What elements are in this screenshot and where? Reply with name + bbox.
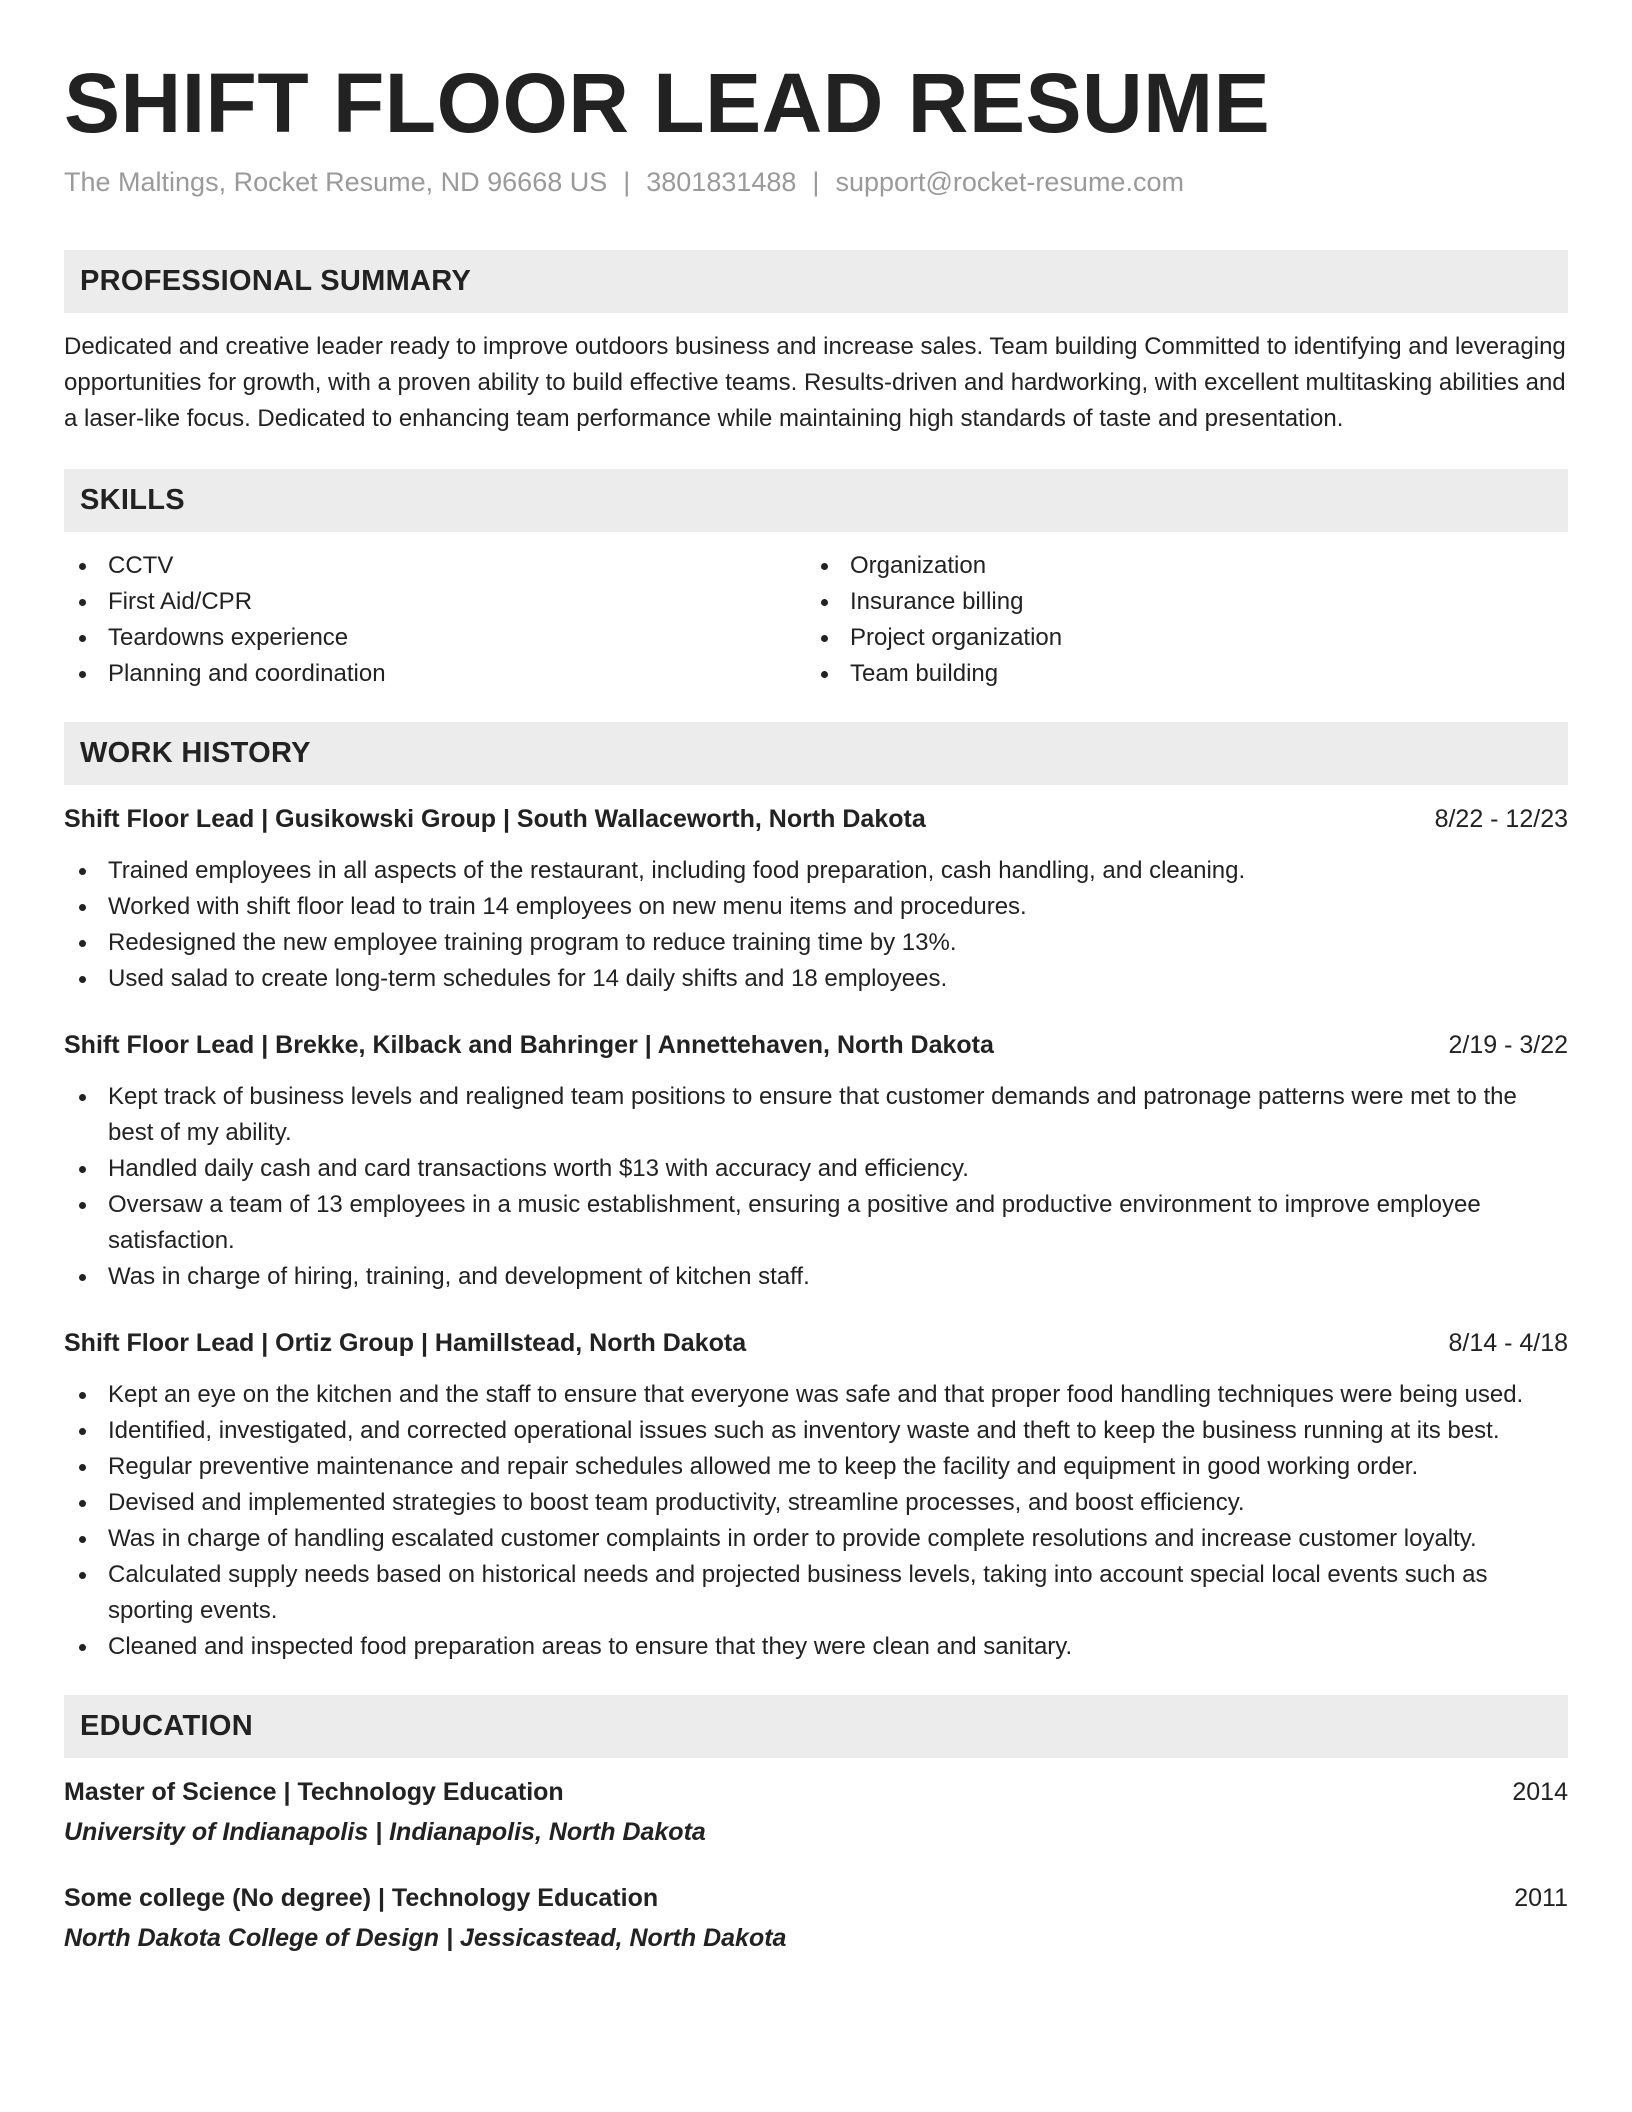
job-entry bbox=[64, 1027, 1568, 1295]
job-entry bbox=[64, 1325, 1568, 1665]
contact-separator: | bbox=[812, 167, 820, 197]
job-bullets bbox=[64, 853, 1568, 997]
job-bullet: Handled daily cash and card transactions worth $13 with accuracy and efficiency. bbox=[64, 1151, 1568, 1187]
job-bullet: Trained employees in all aspects of the restaurant, including food preparation, cash handling, and cleaning. bbox=[64, 853, 1568, 889]
job-bullet: Used salad to create long-term schedules for 14 daily shifts and 18 employees. bbox=[64, 961, 1568, 997]
skills-column-left bbox=[64, 548, 806, 692]
skill-item: Teardowns experience bbox=[64, 620, 806, 656]
job-bullet: Oversaw a team of 13 employees in a music establishment, ensuring a positive and productive environment to improve employee satisfaction. bbox=[64, 1187, 1568, 1259]
job-entry bbox=[64, 801, 1568, 997]
job-bullets bbox=[64, 1079, 1568, 1295]
contact-email: support@rocket-resume.com bbox=[835, 167, 1184, 197]
contact-line bbox=[64, 164, 1568, 200]
education-entry bbox=[64, 1774, 1568, 1850]
summary-text: Dedicated and creative leader ready to improve outdoors business and increase sales. Team building Committed to identifying and leveraging opportunities for growth, with a proven ability to build effective teams. Results-driven and hardworking, with excellent multitasking abilities and a laser-like focus. Dedicated to enhancing team performance while maintaining high standards of taste and presentation. bbox=[64, 333, 1566, 432]
section-header-summary: PROFESSIONAL SUMMARY bbox=[64, 250, 1568, 313]
education-year: 2011 bbox=[1514, 1884, 1568, 1912]
education-school: North Dakota College of Design | Jessicastead, North Dakota bbox=[64, 1924, 787, 1952]
job-header bbox=[64, 1325, 1568, 1361]
skill-item: First Aid/CPR bbox=[64, 584, 806, 620]
education-year: 2014 bbox=[1512, 1778, 1568, 1806]
job-bullet: Kept track of business levels and realigned team positions to ensure that customer demands and patronage patterns were met to the best of my ability. bbox=[64, 1079, 1568, 1151]
job-dates: 8/22 - 12/23 bbox=[1434, 805, 1568, 833]
contact-separator: | bbox=[623, 167, 631, 197]
section-header-education: EDUCATION bbox=[64, 1695, 1568, 1758]
job-bullet: Worked with shift floor lead to train 14 employees on new menu items and procedures. bbox=[64, 889, 1568, 925]
job-dates: 8/14 - 4/18 bbox=[1448, 1329, 1568, 1357]
skills-grid bbox=[64, 548, 1568, 692]
skill-item: Planning and coordination bbox=[64, 656, 806, 692]
resume-page bbox=[64, 50, 1568, 1956]
job-bullet: Regular preventive maintenance and repair schedules allowed me to keep the facility and equipment in good working order. bbox=[64, 1449, 1568, 1485]
education-header bbox=[64, 1880, 1568, 1916]
section-header-skills: SKILLS bbox=[64, 469, 1568, 532]
contact-address: The Maltings, Rocket Resume, ND 96668 US bbox=[64, 167, 608, 197]
job-bullet: Redesigned the new employee training program to reduce training time by 13%. bbox=[64, 925, 1568, 961]
skill-item: Project organization bbox=[806, 620, 1548, 656]
job-bullet: Cleaned and inspected food preparation areas to ensure that they were clean and sanitary. bbox=[64, 1629, 1568, 1665]
skill-item: CCTV bbox=[64, 548, 806, 584]
education-entry bbox=[64, 1880, 1568, 1956]
skills-column-right bbox=[806, 548, 1548, 692]
job-title: Shift Floor Lead | Gusikowski Group | South Wallaceworth, North Dakota bbox=[64, 805, 926, 833]
education-degree: Master of Science | Technology Education bbox=[64, 1778, 564, 1806]
skill-item: Insurance billing bbox=[806, 584, 1548, 620]
education-degree: Some college (No degree) | Technology Education bbox=[64, 1884, 659, 1912]
contact-phone: 3801831488 bbox=[646, 167, 797, 197]
job-dates: 2/19 - 3/22 bbox=[1448, 1031, 1568, 1059]
resume-title: SHIFT FLOOR LEAD RESUME bbox=[64, 56, 1271, 150]
job-bullet: Identified, investigated, and corrected operational issues such as inventory waste and theft to keep the business running at its best. bbox=[64, 1413, 1568, 1449]
section-header-work-history: WORK HISTORY bbox=[64, 722, 1568, 785]
job-bullet: Was in charge of hiring, training, and development of kitchen staff. bbox=[64, 1259, 1568, 1295]
job-bullet: Was in charge of handling escalated customer complaints in order to provide complete resolutions and increase customer loyalty. bbox=[64, 1521, 1568, 1557]
job-bullets bbox=[64, 1377, 1568, 1665]
skill-item: Organization bbox=[806, 548, 1548, 584]
job-header bbox=[64, 801, 1568, 837]
job-header bbox=[64, 1027, 1568, 1063]
education-header bbox=[64, 1774, 1568, 1810]
job-bullet: Calculated supply needs based on historical needs and projected business levels, taking into account special local events such as sporting events. bbox=[64, 1557, 1568, 1629]
skill-item: Team building bbox=[806, 656, 1548, 692]
job-title: Shift Floor Lead | Ortiz Group | Hamillstead, North Dakota bbox=[64, 1329, 747, 1357]
job-title: Shift Floor Lead | Brekke, Kilback and Bahringer | Annettehaven, North Dakota bbox=[64, 1031, 994, 1059]
education-school: University of Indianapolis | Indianapolis, North Dakota bbox=[64, 1818, 706, 1846]
job-bullet: Devised and implemented strategies to boost team productivity, streamline processes, and boost efficiency. bbox=[64, 1485, 1568, 1521]
job-bullet: Kept an eye on the kitchen and the staff to ensure that everyone was safe and that proper food handling techniques were being used. bbox=[64, 1377, 1568, 1413]
